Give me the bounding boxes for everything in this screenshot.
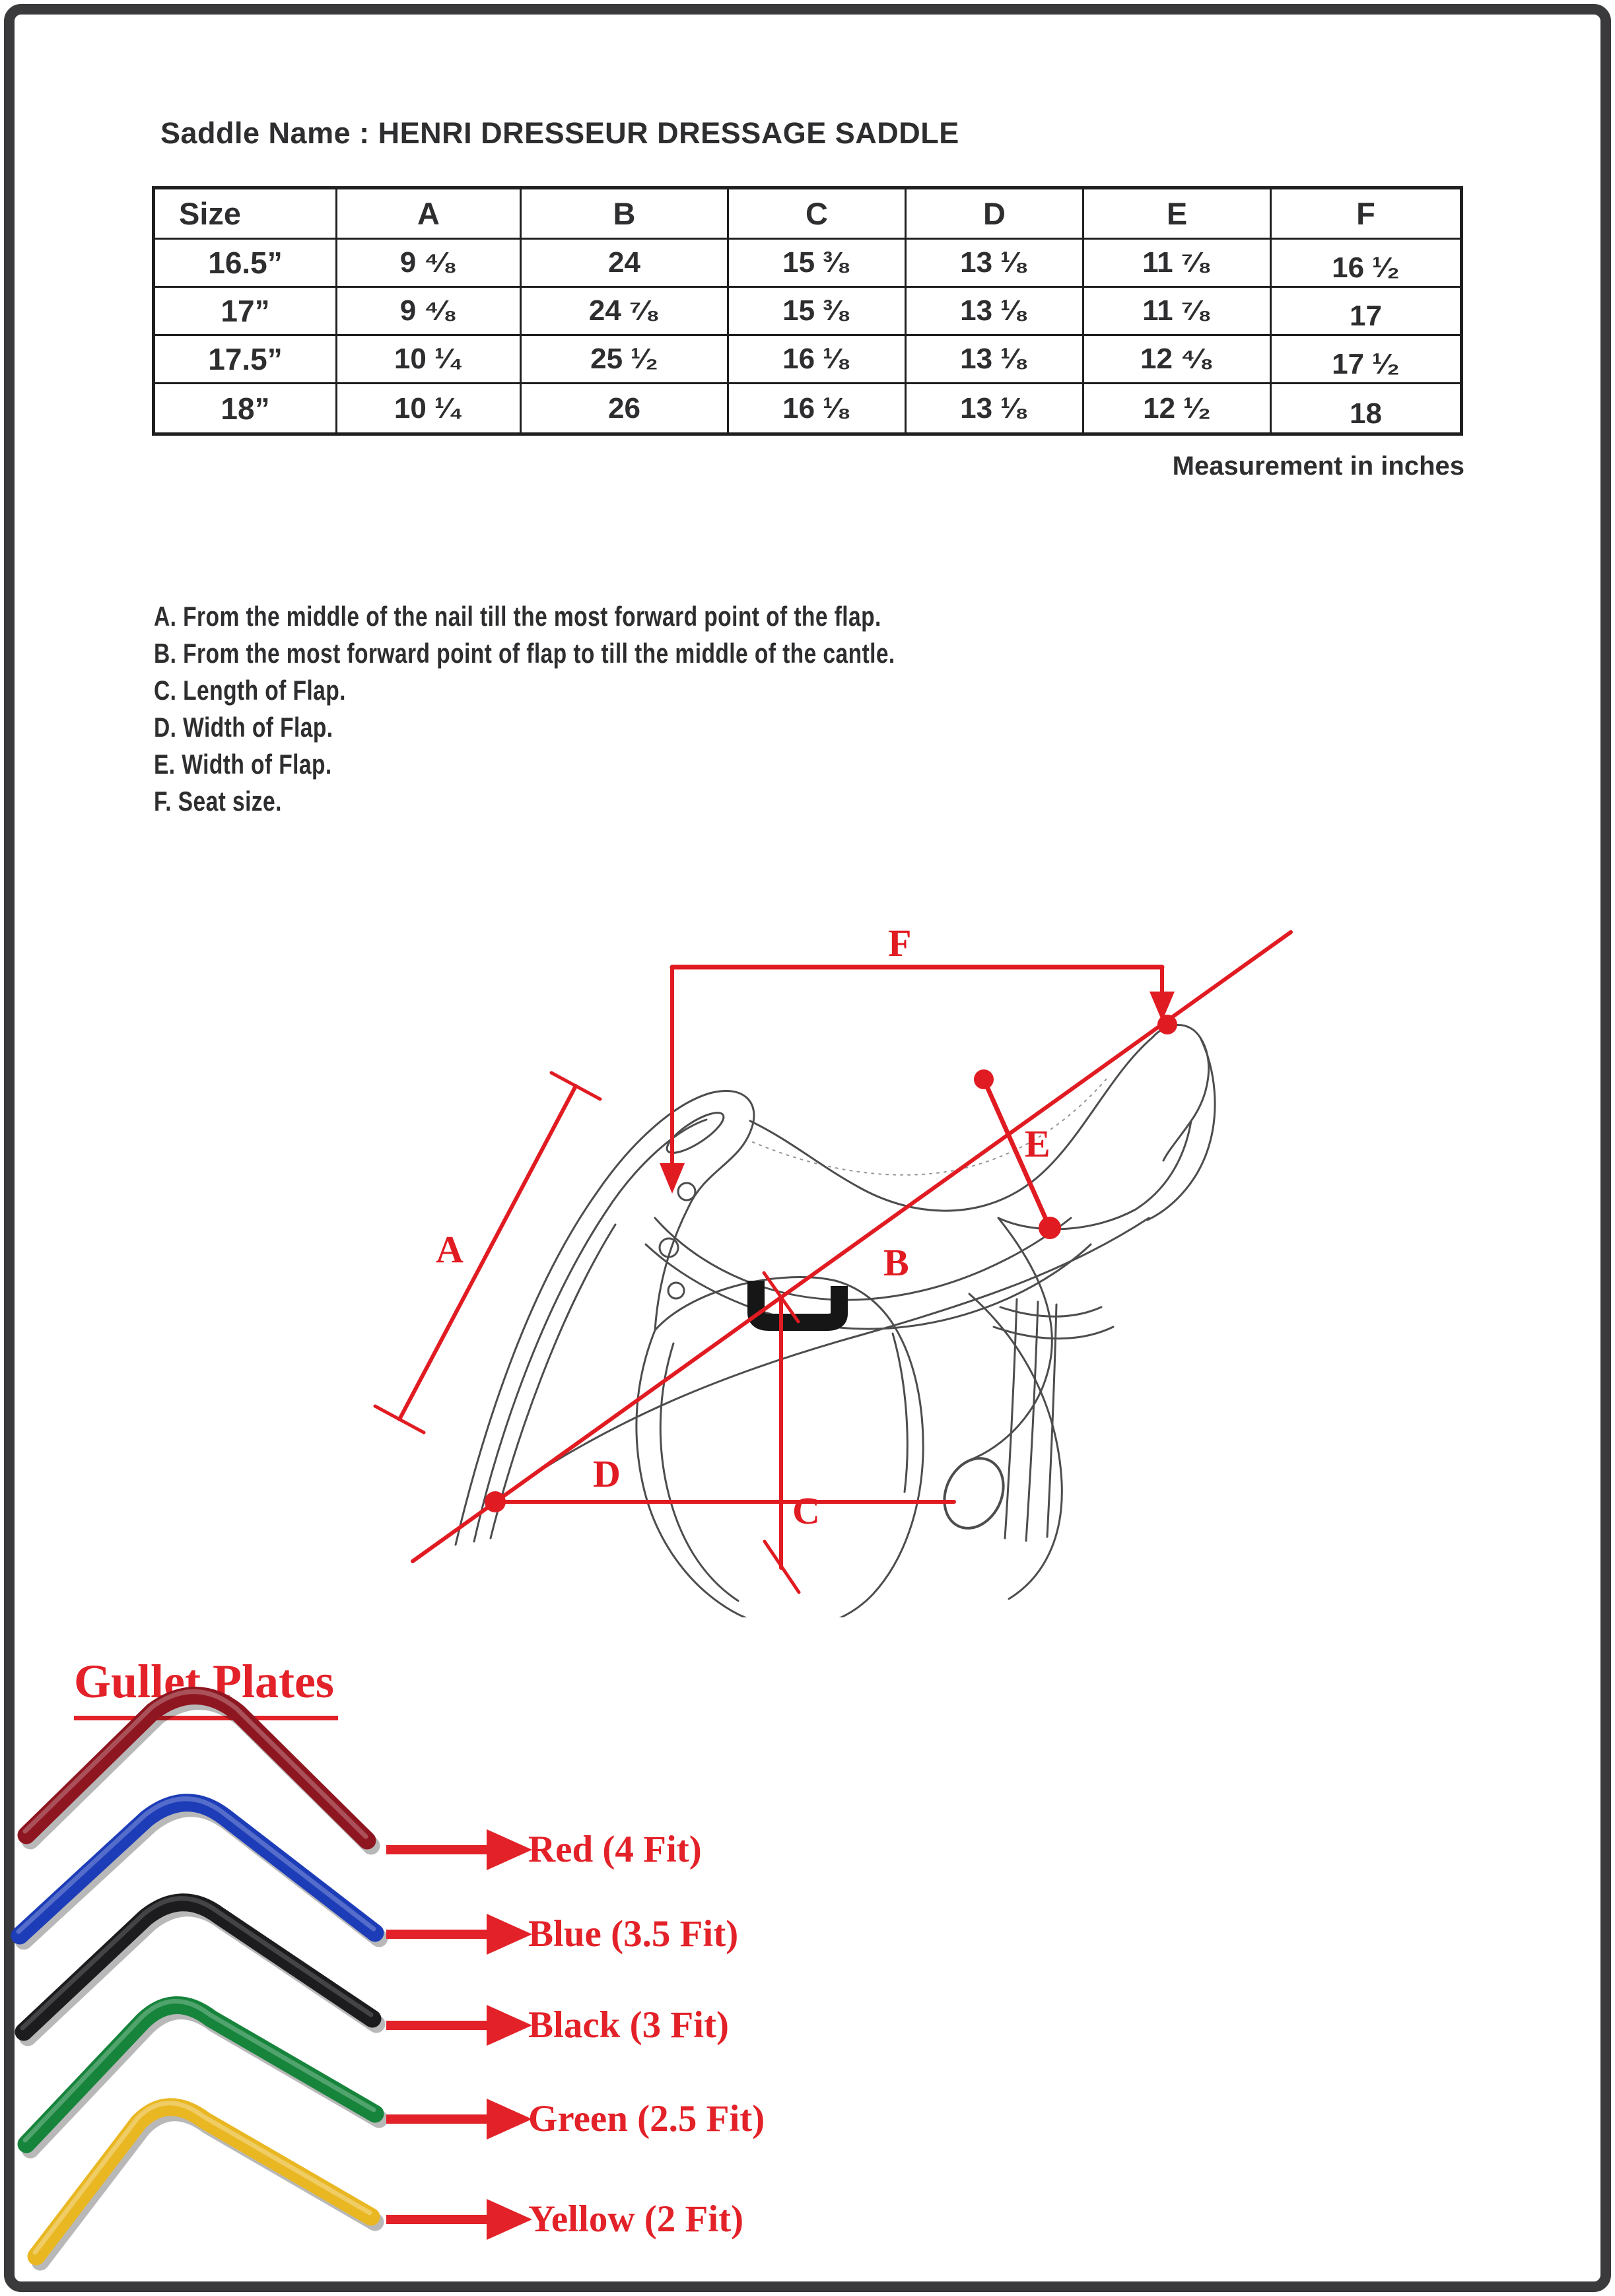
arrow-right-icon xyxy=(386,2215,487,2224)
page-title: Saddle Name : HENRI DRESSEUR DRESSAGE SADDLE xyxy=(160,116,959,150)
table-cell: 17 xyxy=(1272,288,1460,336)
table-cell: 17 ¹⁄₂ xyxy=(1272,336,1460,384)
table-cell: 10 ¹⁄₄ xyxy=(337,384,522,432)
seat-point-dot xyxy=(974,1069,994,1089)
panel-point-dot xyxy=(1039,1217,1061,1239)
table-cell: 15 ³⁄₈ xyxy=(729,240,907,288)
legend-item: A. From the middle of the nail till the most forward point of the flap. xyxy=(154,601,881,632)
measurement-legend xyxy=(154,598,895,820)
measure-label-d: D xyxy=(593,1452,621,1495)
legend-item: E. Width of Flap. xyxy=(154,749,332,780)
column-header-size: Size xyxy=(155,189,337,240)
gullet-plates-heading: Gullet Plates xyxy=(74,1654,338,1720)
legend-item: D. Width of Flap. xyxy=(154,712,333,743)
measure-label-b: B xyxy=(883,1241,909,1284)
units-note: Measurement in inches xyxy=(1172,452,1464,481)
table-cell: 15 ³⁄₈ xyxy=(729,288,907,336)
table-cell: 11 ⁷⁄₈ xyxy=(1084,288,1272,336)
table-cell: 16 ¹⁄₂ xyxy=(1272,240,1460,288)
arrow-right-icon xyxy=(487,2199,532,2240)
arrow-right-icon xyxy=(487,2099,532,2140)
gullet-plate-label: Blue (3.5 Fit) xyxy=(528,1913,739,1955)
gullet-plate-label: Yellow (2 Fit) xyxy=(528,2198,744,2240)
table-cell: 16 ¹⁄₈ xyxy=(729,384,907,432)
measure-label-a: A xyxy=(436,1228,464,1271)
gullet-plate-blue xyxy=(18,1799,379,1941)
arrow-right-icon xyxy=(386,1930,487,1939)
legend-item: F. Seat size. xyxy=(154,786,282,817)
gullet-plate-red xyxy=(25,1691,371,1846)
column-header-d: D xyxy=(907,189,1084,240)
table-cell: 26 xyxy=(522,384,729,432)
table-cell: 16 ¹⁄₈ xyxy=(729,336,907,384)
table-cell: 17.5” xyxy=(155,336,337,384)
measure-label-c: C xyxy=(792,1489,820,1532)
pommel-point-dot xyxy=(485,1491,506,1512)
table-cell: 25 ¹⁄₂ xyxy=(522,336,729,384)
table-cell: 13 ¹⁄₈ xyxy=(907,240,1084,288)
table-cell: 13 ¹⁄₈ xyxy=(907,288,1084,336)
legend-item: C. Length of Flap. xyxy=(154,675,346,706)
gullet-plate-yellow xyxy=(35,2103,375,2262)
arrow-right-icon xyxy=(487,2005,532,2046)
table-cell: 17” xyxy=(155,288,337,336)
column-header-a: A xyxy=(337,189,522,240)
table-cell: 9 ⁴⁄₈ xyxy=(337,240,522,288)
table-cell: 24 xyxy=(522,240,729,288)
arrow-right-icon xyxy=(487,1914,532,1955)
arrow-right-icon xyxy=(386,2114,487,2124)
table-cell: 9 ⁴⁄₈ xyxy=(337,288,522,336)
arrow-right-icon xyxy=(386,2021,487,2030)
gullet-plate-label: Red (4 Fit) xyxy=(528,1829,702,1870)
table-cell: 24 ⁷⁄₈ xyxy=(522,288,729,336)
column-header-f: F xyxy=(1272,189,1460,240)
table-cell: 13 ¹⁄₈ xyxy=(907,336,1084,384)
table-cell: 12 ⁴⁄₈ xyxy=(1084,336,1272,384)
measure-label-f: F xyxy=(888,922,912,964)
measure-label-e: E xyxy=(1025,1122,1050,1165)
table-cell: 18” xyxy=(155,384,337,432)
size-chart-table xyxy=(152,186,1463,436)
legend-item: B. From the most forward point of flap to till the middle of the cantle. xyxy=(154,638,895,669)
table-cell: 13 ¹⁄₈ xyxy=(907,384,1084,432)
plate-arrows xyxy=(386,1829,532,2240)
arrow-down-icon xyxy=(660,1163,685,1194)
cantle-point-dot xyxy=(1157,1015,1177,1034)
table-cell: 11 ⁷⁄₈ xyxy=(1084,240,1272,288)
measurement-lines xyxy=(375,932,1291,1592)
table-cell: 10 ¹⁄₄ xyxy=(337,336,522,384)
arrow-right-icon xyxy=(487,1829,532,1870)
table-cell: 18 xyxy=(1350,397,1382,430)
gullet-plate-label: Green (2.5 Fit) xyxy=(528,2098,765,2140)
column-header-e: E xyxy=(1084,189,1272,240)
measurement-marks xyxy=(436,922,1177,1532)
table-cell: 16.5” xyxy=(155,240,337,288)
column-header-c: C xyxy=(729,189,907,240)
column-header-b: B xyxy=(522,189,729,240)
gullet-plate-label: Black (3 Fit) xyxy=(528,2004,729,2046)
arrow-right-icon xyxy=(386,1845,487,1854)
table-cell: 12 ¹⁄₂ xyxy=(1084,384,1272,432)
saddle-measurement-diagram xyxy=(330,858,1321,1617)
